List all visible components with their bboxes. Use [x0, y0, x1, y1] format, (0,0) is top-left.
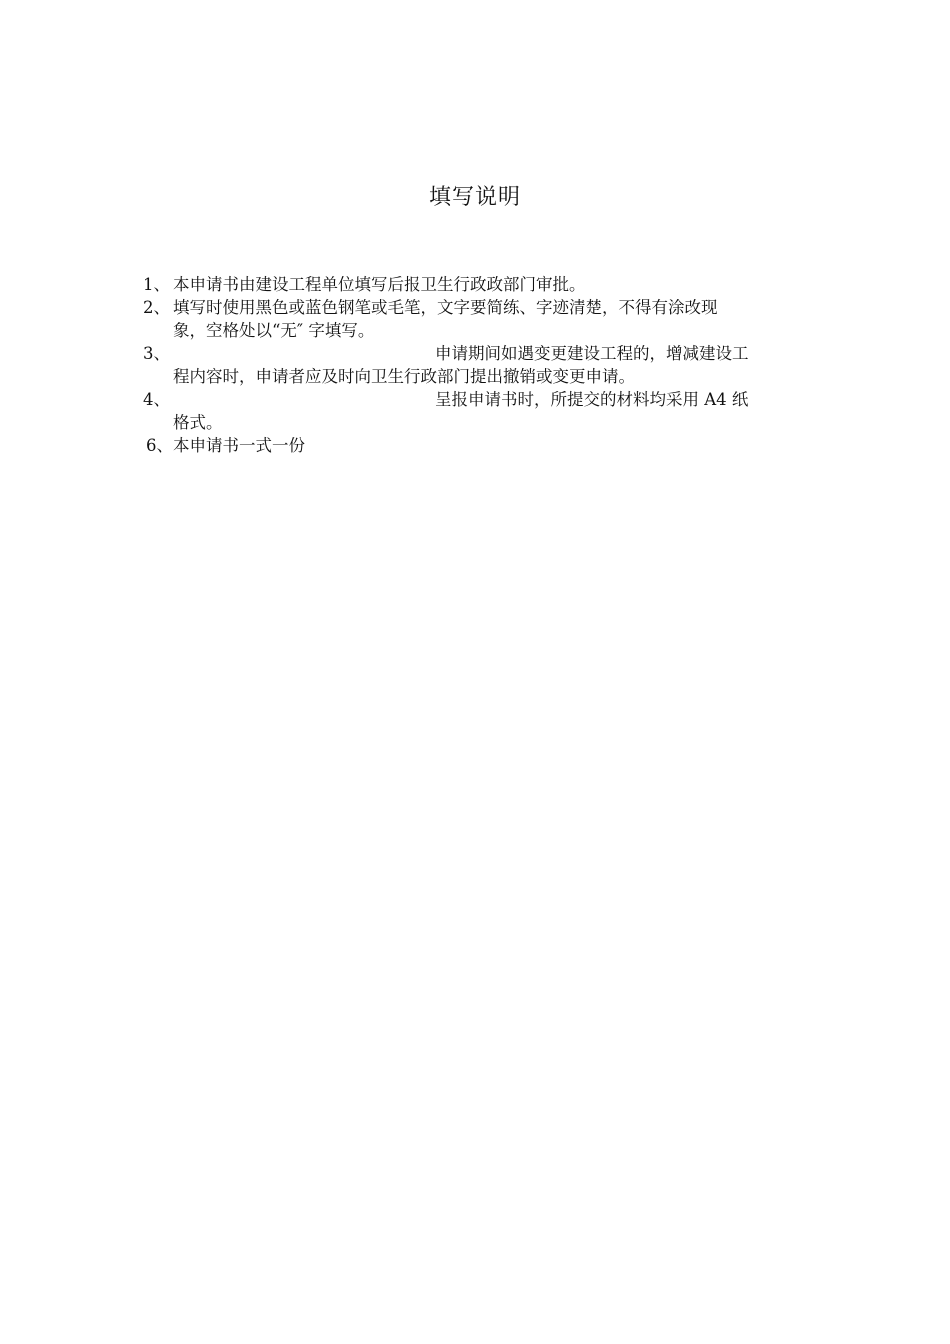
- item-number: 1、: [143, 275, 170, 294]
- item-text-line: 本申请书由建设工程单位填写后报卫生行政政部门审批。: [173, 275, 586, 294]
- item-text-line: 象，空格处以“无″ 字填写。: [173, 321, 375, 340]
- item-text-line: 程内容时，申请者应及时向卫生行政部门提出撤销或变更申请。: [173, 367, 635, 386]
- instruction-item-1: [143, 273, 813, 296]
- instruction-list: [143, 273, 813, 457]
- item-text-line: 填写时使用黑色或蓝色钢笔或毛笔，文字要简练、字迹清楚，不得有涂改现: [173, 298, 718, 317]
- instruction-item-2: [143, 296, 813, 342]
- item-number: 4、: [143, 390, 170, 409]
- item-number: 2、: [143, 298, 170, 317]
- page-title: 填写说明: [428, 185, 521, 210]
- item-number: 6、: [146, 436, 173, 455]
- item-text-line: 申请期间如遇变更建设工程的，增减建设工: [435, 344, 749, 363]
- instruction-item-4: [143, 388, 813, 434]
- item-text-line: 格式。: [173, 413, 223, 432]
- instruction-item-3: [143, 342, 813, 388]
- item-number: 3、: [143, 344, 170, 363]
- item-text-line: 呈报申请书时，所提交的材料均采用 A4 纸: [435, 390, 749, 409]
- item-text-line: 本申请书一式一份: [173, 436, 305, 455]
- instruction-item-6: [143, 434, 813, 457]
